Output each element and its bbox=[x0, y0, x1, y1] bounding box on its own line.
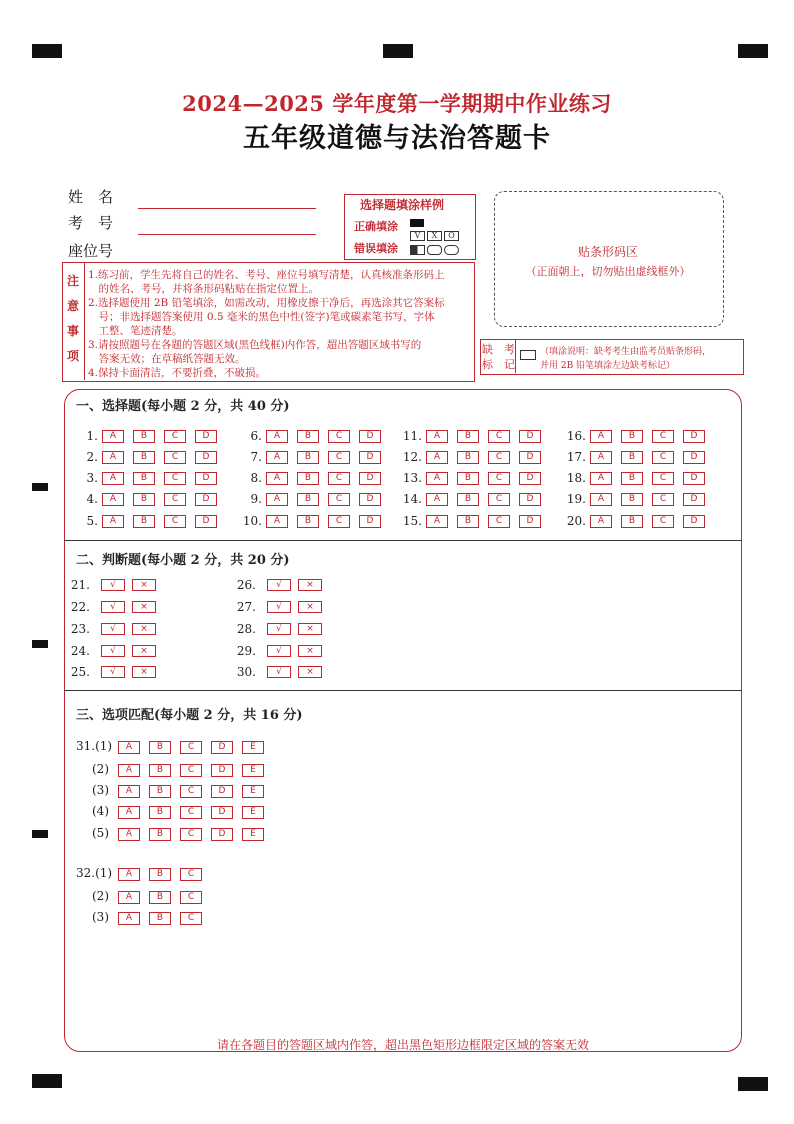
option-bubble-c[interactable]: C bbox=[180, 806, 202, 819]
option-bubble-b[interactable]: B bbox=[133, 515, 155, 528]
question-number: 22. bbox=[70, 600, 90, 614]
option-bubble-b[interactable]: B bbox=[149, 891, 171, 904]
option-bubble-c[interactable]: C bbox=[164, 493, 186, 506]
question-number: 12. bbox=[402, 450, 422, 464]
page-subtitle: 五年级道德与法治答题卡 bbox=[243, 123, 551, 154]
question-number: 19. bbox=[566, 492, 586, 506]
match-item-label: 31.(1) bbox=[76, 739, 113, 753]
wrong-fill-mark-4 bbox=[410, 245, 425, 255]
option-bubble-c[interactable]: C bbox=[652, 451, 674, 464]
false-bubble[interactable]: × bbox=[132, 645, 156, 657]
section3-title: 三、选项匹配(每小题 2 分，共 16 分) bbox=[76, 708, 303, 723]
option-bubble-d[interactable]: D bbox=[359, 430, 381, 443]
true-bubble[interactable]: √ bbox=[267, 579, 291, 591]
option-bubble-c[interactable]: C bbox=[652, 472, 674, 485]
option-bubble-d[interactable]: D bbox=[195, 451, 217, 464]
match-item-label: (5) bbox=[92, 826, 109, 840]
exam-number-line bbox=[138, 234, 316, 235]
option-bubble-b[interactable]: B bbox=[621, 430, 643, 443]
option-bubble-d[interactable]: D bbox=[519, 493, 541, 506]
option-bubble-d[interactable]: D bbox=[359, 493, 381, 506]
option-bubble-b[interactable]: B bbox=[621, 493, 643, 506]
notice-line: 的姓名、考号，并将条形码粘贴在指定位置上。 bbox=[88, 283, 319, 295]
question-number: 17. bbox=[566, 450, 586, 464]
question-number: 20. bbox=[566, 514, 586, 528]
option-bubble-c[interactable]: C bbox=[180, 828, 202, 841]
absent-note-line1: （填涂说明：缺考考生由监考员贴条形码， bbox=[540, 347, 712, 357]
option-bubble-b[interactable]: B bbox=[133, 493, 155, 506]
question-number: 14. bbox=[402, 492, 422, 506]
option-bubble-b[interactable]: B bbox=[149, 868, 171, 881]
option-bubble-d[interactable]: D bbox=[519, 451, 541, 464]
option-bubble-c[interactable]: C bbox=[488, 515, 510, 528]
notice-line: 号；非选择题答案使用 0.5 毫米的黑色中性(签字)笔或碳素笔书写，字体 bbox=[88, 311, 435, 323]
option-bubble-c[interactable]: C bbox=[164, 430, 186, 443]
false-bubble[interactable]: × bbox=[298, 601, 322, 613]
option-bubble-c[interactable]: C bbox=[488, 430, 510, 443]
correct-fill-example bbox=[410, 219, 424, 227]
barcode-title: 贴条形码区 bbox=[577, 245, 638, 259]
wrong-fill-mark-5 bbox=[427, 245, 442, 255]
exam-number-label: 考 号 bbox=[68, 214, 114, 232]
notice-side-char: 意 bbox=[66, 299, 79, 313]
option-bubble-b[interactable]: B bbox=[457, 472, 479, 485]
false-bubble[interactable]: × bbox=[132, 601, 156, 613]
absent-note-line2: 并用 2B 铅笔填涂左边缺考标记） bbox=[540, 361, 676, 371]
option-bubble-a[interactable]: A bbox=[426, 515, 448, 528]
option-bubble-b[interactable]: B bbox=[149, 806, 171, 819]
option-bubble-c[interactable]: C bbox=[180, 912, 202, 925]
question-number: 24. bbox=[70, 644, 90, 658]
option-bubble-b[interactable]: B bbox=[133, 451, 155, 464]
option-bubble-a[interactable]: A bbox=[102, 451, 124, 464]
question-number: 5. bbox=[86, 514, 98, 528]
option-bubble-b[interactable]: B bbox=[621, 451, 643, 464]
false-bubble[interactable]: × bbox=[298, 645, 322, 657]
notice-line: 工整、笔迹清楚。 bbox=[88, 325, 183, 337]
wrong-fill-label: 错误填涂 bbox=[354, 242, 398, 255]
question-number: 13. bbox=[402, 471, 422, 485]
question-number: 23. bbox=[70, 622, 90, 636]
option-bubble-c[interactable]: C bbox=[488, 472, 510, 485]
option-bubble-d[interactable]: D bbox=[211, 785, 233, 798]
option-bubble-c[interactable]: C bbox=[328, 472, 350, 485]
option-bubble-e[interactable]: E bbox=[242, 828, 264, 841]
option-bubble-a[interactable]: A bbox=[426, 493, 448, 506]
option-bubble-b[interactable]: B bbox=[297, 472, 319, 485]
option-bubble-b[interactable]: B bbox=[297, 430, 319, 443]
option-bubble-a[interactable]: A bbox=[590, 430, 612, 443]
question-number: 9. bbox=[250, 492, 262, 506]
option-bubble-c[interactable]: C bbox=[652, 430, 674, 443]
question-number: 15. bbox=[402, 514, 422, 528]
option-bubble-a[interactable]: A bbox=[102, 515, 124, 528]
option-bubble-b[interactable]: B bbox=[297, 493, 319, 506]
false-bubble[interactable]: × bbox=[298, 666, 322, 678]
option-bubble-b[interactable]: B bbox=[457, 430, 479, 443]
false-bubble[interactable]: × bbox=[132, 666, 156, 678]
registration-mark-left-1 bbox=[32, 483, 48, 491]
option-bubble-d[interactable]: D bbox=[359, 515, 381, 528]
option-bubble-b[interactable]: B bbox=[149, 764, 171, 777]
option-bubble-a[interactable]: A bbox=[266, 493, 288, 506]
absent-fill-box[interactable] bbox=[520, 350, 536, 360]
wrong-fill-mark-1: V bbox=[410, 231, 425, 241]
option-bubble-d[interactable]: D bbox=[211, 764, 233, 777]
option-bubble-c[interactable]: C bbox=[164, 472, 186, 485]
notice-side-char: 事 bbox=[66, 324, 79, 338]
question-number: 28. bbox=[236, 622, 256, 636]
option-bubble-a[interactable]: A bbox=[118, 868, 140, 881]
false-bubble[interactable]: × bbox=[132, 623, 156, 635]
question-number: 11. bbox=[402, 429, 422, 443]
question-number: 10. bbox=[242, 514, 262, 528]
option-bubble-c[interactable]: C bbox=[180, 741, 202, 754]
question-number: 25. bbox=[70, 665, 90, 679]
true-bubble[interactable]: √ bbox=[101, 645, 125, 657]
option-bubble-a[interactable]: A bbox=[118, 785, 140, 798]
option-bubble-d[interactable]: D bbox=[519, 515, 541, 528]
option-bubble-a[interactable]: A bbox=[590, 493, 612, 506]
notice-side-char: 注 bbox=[66, 274, 79, 288]
option-bubble-d[interactable]: D bbox=[683, 451, 705, 464]
correct-fill-label: 正确填涂 bbox=[354, 220, 398, 233]
match-item-label: (3) bbox=[92, 783, 109, 797]
true-bubble[interactable]: √ bbox=[267, 601, 291, 613]
option-bubble-b[interactable]: B bbox=[621, 515, 643, 528]
option-bubble-d[interactable]: D bbox=[683, 472, 705, 485]
wrong-fill-mark-6 bbox=[444, 245, 459, 255]
option-bubble-e[interactable]: E bbox=[242, 741, 264, 754]
question-number: 18. bbox=[566, 471, 586, 485]
notice-line: 3.请按照题号在各题的答题区域(黑色线框)内作答，超出答题区域书写的 bbox=[88, 339, 422, 351]
true-bubble[interactable]: √ bbox=[101, 579, 125, 591]
option-bubble-a[interactable]: A bbox=[118, 828, 140, 841]
option-bubble-e[interactable]: E bbox=[242, 785, 264, 798]
question-number: 3. bbox=[86, 471, 98, 485]
option-bubble-a[interactable]: A bbox=[426, 451, 448, 464]
option-bubble-c[interactable]: C bbox=[164, 451, 186, 464]
option-bubble-a[interactable]: A bbox=[118, 806, 140, 819]
notice-line: 答案无效；在草稿纸答题无效。 bbox=[88, 353, 246, 365]
option-bubble-e[interactable]: E bbox=[242, 806, 264, 819]
option-bubble-a[interactable]: A bbox=[118, 891, 140, 904]
option-bubble-d[interactable]: D bbox=[195, 472, 217, 485]
option-bubble-b[interactable]: B bbox=[621, 472, 643, 485]
option-bubble-d[interactable]: D bbox=[683, 493, 705, 506]
match-item-label: (3) bbox=[92, 910, 109, 924]
option-bubble-c[interactable]: C bbox=[180, 785, 202, 798]
option-bubble-b[interactable]: B bbox=[457, 493, 479, 506]
question-number: 6. bbox=[250, 429, 262, 443]
option-bubble-c[interactable]: C bbox=[488, 493, 510, 506]
option-bubble-b[interactable]: B bbox=[297, 515, 319, 528]
registration-mark-left-2 bbox=[32, 640, 48, 648]
option-bubble-a[interactable]: A bbox=[590, 472, 612, 485]
option-bubble-c[interactable]: C bbox=[488, 451, 510, 464]
name-label: 姓 名 bbox=[68, 188, 114, 206]
option-bubble-b[interactable]: B bbox=[149, 741, 171, 754]
wrong-fill-mark-3: O bbox=[444, 231, 459, 241]
option-bubble-a[interactable]: A bbox=[590, 451, 612, 464]
option-bubble-c[interactable]: C bbox=[652, 493, 674, 506]
question-number: 21. bbox=[70, 578, 90, 592]
option-bubble-c[interactable]: C bbox=[328, 515, 350, 528]
fill-sample-title: 选择题填涂样例 bbox=[360, 198, 445, 212]
option-bubble-d[interactable]: D bbox=[211, 806, 233, 819]
option-bubble-a[interactable]: A bbox=[102, 430, 124, 443]
option-bubble-d[interactable]: D bbox=[683, 515, 705, 528]
question-number: 30. bbox=[236, 665, 256, 679]
option-bubble-a[interactable]: A bbox=[118, 764, 140, 777]
option-bubble-b[interactable]: B bbox=[133, 430, 155, 443]
option-bubble-d[interactable]: D bbox=[211, 828, 233, 841]
option-bubble-d[interactable]: D bbox=[195, 430, 217, 443]
option-bubble-d[interactable]: D bbox=[683, 430, 705, 443]
option-bubble-b[interactable]: B bbox=[149, 912, 171, 925]
registration-mark-bottom-left bbox=[32, 1074, 62, 1088]
option-bubble-d[interactable]: D bbox=[519, 430, 541, 443]
option-bubble-c[interactable]: C bbox=[652, 515, 674, 528]
option-bubble-b[interactable]: B bbox=[297, 451, 319, 464]
wrong-fill-mark-2: X bbox=[427, 231, 442, 241]
notice-line: 4.保持卡面清洁，不要折叠，不破损。 bbox=[88, 367, 267, 379]
true-bubble[interactable]: √ bbox=[267, 623, 291, 635]
false-bubble[interactable]: × bbox=[132, 579, 156, 591]
match-item-label: 32.(1) bbox=[76, 866, 113, 880]
option-bubble-c[interactable]: C bbox=[164, 515, 186, 528]
option-bubble-c[interactable]: C bbox=[180, 891, 202, 904]
option-bubble-c[interactable]: C bbox=[328, 451, 350, 464]
option-bubble-c[interactable]: C bbox=[328, 430, 350, 443]
question-number: 4. bbox=[86, 492, 98, 506]
option-bubble-a[interactable]: A bbox=[266, 472, 288, 485]
true-bubble[interactable]: √ bbox=[267, 645, 291, 657]
match-item-label: (4) bbox=[92, 804, 109, 818]
page-title: 2024—2025 学年度第一学期期中作业练习 bbox=[182, 91, 612, 116]
option-bubble-a[interactable]: A bbox=[590, 515, 612, 528]
section-divider bbox=[64, 690, 742, 691]
true-bubble[interactable]: √ bbox=[101, 666, 125, 678]
notice-line: 1.练习前，学生先将自己的姓名、考号、座位号填写清楚，认真核准条形码上 bbox=[88, 269, 445, 281]
absent-divider bbox=[515, 339, 516, 373]
barcode-note: （正面朝上，切勿贴出虚线框外） bbox=[525, 265, 691, 278]
absent-label-line1: 缺 考 bbox=[482, 343, 515, 356]
option-bubble-a[interactable]: A bbox=[266, 430, 288, 443]
notice-line: 2.选择题使用 2B 铅笔填涂，如需改动，用橡皮擦干净后，再选涂其它答案标 bbox=[88, 297, 445, 309]
false-bubble[interactable]: × bbox=[298, 579, 322, 591]
option-bubble-b[interactable]: B bbox=[457, 515, 479, 528]
option-bubble-d[interactable]: D bbox=[359, 451, 381, 464]
option-bubble-a[interactable]: A bbox=[102, 493, 124, 506]
option-bubble-a[interactable]: A bbox=[118, 912, 140, 925]
registration-mark-top-right bbox=[738, 44, 768, 58]
seat-number-label: 座位号 bbox=[68, 242, 114, 260]
true-bubble[interactable]: √ bbox=[101, 601, 125, 613]
section-divider bbox=[64, 540, 742, 541]
option-bubble-b[interactable]: B bbox=[133, 472, 155, 485]
footer-note: 请在各题目的答题区域内作答，超出黑色矩形边框限定区域的答案无效 bbox=[216, 1038, 589, 1052]
match-item-label: (2) bbox=[92, 889, 109, 903]
option-bubble-c[interactable]: C bbox=[180, 764, 202, 777]
registration-mark-left-3 bbox=[32, 830, 48, 838]
question-number: 1. bbox=[86, 429, 98, 443]
question-number: 7. bbox=[250, 450, 262, 464]
option-bubble-a[interactable]: A bbox=[426, 430, 448, 443]
section1-title: 一、选择题(每小题 2 分，共 40 分) bbox=[76, 399, 290, 414]
option-bubble-b[interactable]: B bbox=[149, 785, 171, 798]
option-bubble-d[interactable]: D bbox=[359, 472, 381, 485]
option-bubble-c[interactable]: C bbox=[328, 493, 350, 506]
registration-mark-top-center bbox=[383, 44, 413, 58]
question-number: 27. bbox=[236, 600, 256, 614]
option-bubble-b[interactable]: B bbox=[457, 451, 479, 464]
section2-title: 二、判断题(每小题 2 分，共 20 分) bbox=[76, 553, 290, 568]
question-number: 29. bbox=[236, 644, 256, 658]
registration-mark-bottom-right bbox=[738, 1077, 768, 1091]
option-bubble-d[interactable]: D bbox=[519, 472, 541, 485]
option-bubble-a[interactable]: A bbox=[426, 472, 448, 485]
match-item-label: (2) bbox=[92, 762, 109, 776]
option-bubble-e[interactable]: E bbox=[242, 764, 264, 777]
option-bubble-a[interactable]: A bbox=[118, 741, 140, 754]
question-number: 16. bbox=[566, 429, 586, 443]
option-bubble-d[interactable]: D bbox=[211, 741, 233, 754]
option-bubble-d[interactable]: D bbox=[195, 515, 217, 528]
absent-label-line2: 标 记 bbox=[482, 358, 515, 371]
option-bubble-c[interactable]: C bbox=[180, 868, 202, 881]
true-bubble[interactable]: √ bbox=[101, 623, 125, 635]
name-line bbox=[138, 208, 316, 209]
question-number: 2. bbox=[86, 450, 98, 464]
true-bubble[interactable]: √ bbox=[267, 666, 291, 678]
question-number: 26. bbox=[236, 578, 256, 592]
false-bubble[interactable]: × bbox=[298, 623, 322, 635]
option-bubble-a[interactable]: A bbox=[102, 472, 124, 485]
option-bubble-d[interactable]: D bbox=[195, 493, 217, 506]
question-number: 8. bbox=[250, 471, 262, 485]
option-bubble-b[interactable]: B bbox=[149, 828, 171, 841]
option-bubble-a[interactable]: A bbox=[266, 451, 288, 464]
registration-mark-top-left bbox=[32, 44, 62, 58]
notice-side-char: 项 bbox=[66, 349, 79, 363]
option-bubble-a[interactable]: A bbox=[266, 515, 288, 528]
